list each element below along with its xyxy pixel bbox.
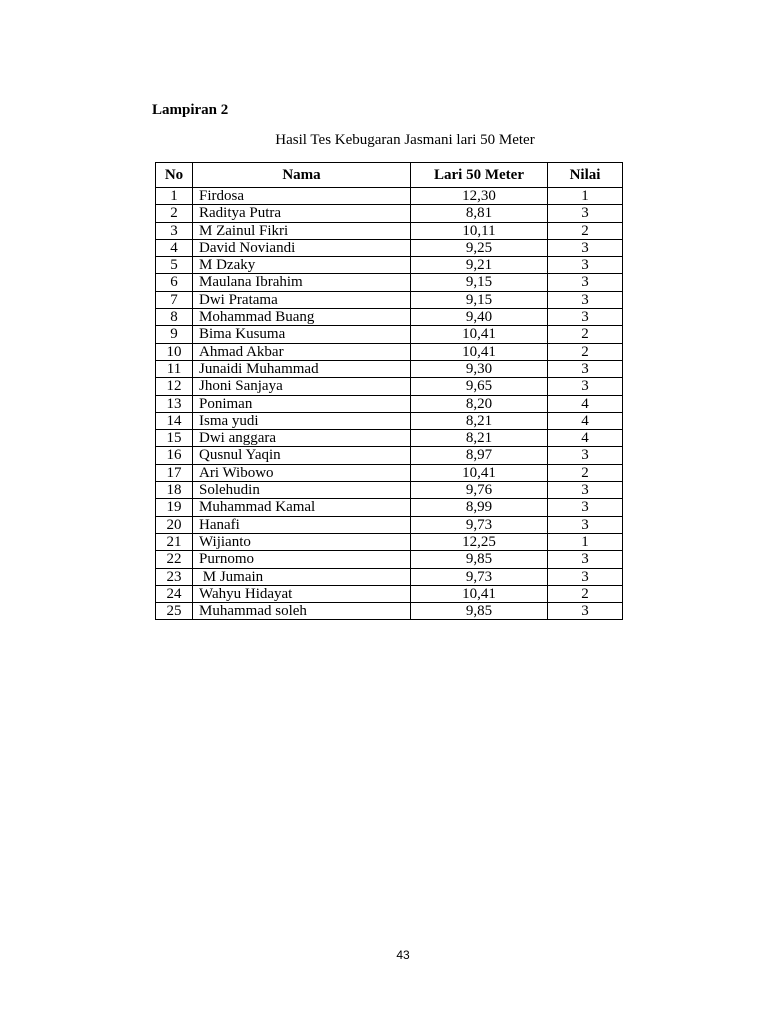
cell-score: 1	[548, 533, 623, 550]
cell-score: 3	[548, 516, 623, 533]
table-caption: Hasil Tes Kebugaran Jasmani lari 50 Meter	[275, 132, 535, 148]
cell-run-time: 9,15	[411, 291, 548, 308]
table-row	[156, 309, 623, 326]
cell-name: Hanafi	[193, 516, 411, 533]
cell-score: 4	[548, 430, 623, 447]
cell-no: 3	[156, 222, 193, 239]
cell-name: Isma yudi	[193, 412, 411, 429]
cell-name: Maulana Ibrahim	[193, 274, 411, 291]
cell-run-time: 9,30	[411, 360, 548, 377]
cell-name: Ari Wibowo	[193, 464, 411, 481]
cell-score: 2	[548, 464, 623, 481]
table-row	[156, 464, 623, 481]
header-run-time: Lari 50 Meter	[411, 163, 548, 188]
cell-name: Purnomo	[193, 551, 411, 568]
cell-score: 4	[548, 412, 623, 429]
cell-no: 2	[156, 205, 193, 222]
cell-no: 5	[156, 257, 193, 274]
cell-no: 15	[156, 430, 193, 447]
cell-name: David Noviandi	[193, 239, 411, 256]
fitness-results-table	[155, 162, 623, 620]
cell-run-time: 10,11	[411, 222, 548, 239]
cell-name: Bima Kusuma	[193, 326, 411, 343]
cell-name: Wijianto	[193, 533, 411, 550]
cell-score: 2	[548, 585, 623, 602]
cell-name: Muhammad Kamal	[193, 499, 411, 516]
cell-no: 17	[156, 464, 193, 481]
cell-score: 2	[548, 343, 623, 360]
cell-run-time: 8,81	[411, 205, 548, 222]
cell-name: Mohammad Buang	[193, 309, 411, 326]
cell-no: 21	[156, 533, 193, 550]
cell-run-time: 8,20	[411, 395, 548, 412]
cell-score: 2	[548, 222, 623, 239]
cell-name: Poniman	[193, 395, 411, 412]
cell-no: 14	[156, 412, 193, 429]
cell-run-time: 9,76	[411, 482, 548, 499]
cell-score: 1	[548, 188, 623, 205]
cell-run-time: 8,99	[411, 499, 548, 516]
table-row	[156, 533, 623, 550]
table-row	[156, 603, 623, 620]
table-row	[156, 222, 623, 239]
table-row	[156, 188, 623, 205]
table-row	[156, 360, 623, 377]
cell-run-time: 8,97	[411, 447, 548, 464]
cell-run-time: 12,30	[411, 188, 548, 205]
table-row	[156, 205, 623, 222]
cell-run-time: 8,21	[411, 412, 548, 429]
cell-no: 8	[156, 309, 193, 326]
cell-name: Junaidi Muhammad	[193, 360, 411, 377]
cell-run-time: 10,41	[411, 585, 548, 602]
cell-run-time: 10,41	[411, 326, 548, 343]
cell-name: Ahmad Akbar	[193, 343, 411, 360]
cell-score: 3	[548, 499, 623, 516]
cell-score: 3	[548, 551, 623, 568]
cell-no: 13	[156, 395, 193, 412]
table-row	[156, 499, 623, 516]
cell-no: 1	[156, 188, 193, 205]
cell-no: 4	[156, 239, 193, 256]
cell-score: 3	[548, 378, 623, 395]
table-row	[156, 551, 623, 568]
cell-run-time: 10,41	[411, 464, 548, 481]
cell-score: 2	[548, 326, 623, 343]
cell-score: 3	[548, 239, 623, 256]
cell-no: 12	[156, 378, 193, 395]
cell-score: 3	[548, 274, 623, 291]
cell-run-time: 9,73	[411, 568, 548, 585]
cell-name: Wahyu Hidayat	[193, 585, 411, 602]
cell-score: 3	[548, 257, 623, 274]
cell-name: M Zainul Fikri	[193, 222, 411, 239]
cell-run-time: 9,40	[411, 309, 548, 326]
cell-run-time: 9,73	[411, 516, 548, 533]
header-no: No	[156, 163, 193, 188]
cell-name: Qusnul Yaqin	[193, 447, 411, 464]
cell-no: 19	[156, 499, 193, 516]
cell-score: 3	[548, 291, 623, 308]
table-row	[156, 378, 623, 395]
table-row	[156, 274, 623, 291]
table-row	[156, 239, 623, 256]
cell-no: 6	[156, 274, 193, 291]
cell-run-time: 12,25	[411, 533, 548, 550]
cell-name: M Jumain	[193, 568, 411, 585]
cell-name: Muhammad soleh	[193, 603, 411, 620]
cell-name: Raditya Putra	[193, 205, 411, 222]
cell-no: 16	[156, 447, 193, 464]
cell-name: Dwi Pratama	[193, 291, 411, 308]
cell-name: Jhoni Sanjaya	[193, 378, 411, 395]
cell-no: 24	[156, 585, 193, 602]
page-number: 43	[396, 948, 410, 962]
appendix-heading: Lampiran 2	[152, 102, 229, 118]
cell-no: 20	[156, 516, 193, 533]
cell-score: 4	[548, 395, 623, 412]
cell-name: Solehudin	[193, 482, 411, 499]
cell-no: 7	[156, 291, 193, 308]
cell-no: 23	[156, 568, 193, 585]
cell-run-time: 8,21	[411, 430, 548, 447]
cell-no: 25	[156, 603, 193, 620]
cell-score: 3	[548, 603, 623, 620]
table-row	[156, 430, 623, 447]
table-row	[156, 516, 623, 533]
cell-run-time: 9,21	[411, 257, 548, 274]
cell-run-time: 9,85	[411, 603, 548, 620]
cell-run-time: 9,25	[411, 239, 548, 256]
cell-no: 9	[156, 326, 193, 343]
cell-name: Firdosa	[193, 188, 411, 205]
cell-score: 3	[548, 447, 623, 464]
table-body	[156, 188, 623, 620]
cell-name: Dwi anggara	[193, 430, 411, 447]
table-header	[156, 163, 623, 188]
header-name: Nama	[193, 163, 411, 188]
table-row	[156, 482, 623, 499]
header-row	[156, 163, 623, 188]
table-row	[156, 326, 623, 343]
cell-run-time: 9,15	[411, 274, 548, 291]
header-score: Nilai	[548, 163, 623, 188]
cell-score: 3	[548, 360, 623, 377]
cell-no: 18	[156, 482, 193, 499]
cell-run-time: 9,85	[411, 551, 548, 568]
cell-run-time: 10,41	[411, 343, 548, 360]
cell-no: 22	[156, 551, 193, 568]
table-row	[156, 343, 623, 360]
table-row	[156, 257, 623, 274]
cell-score: 3	[548, 482, 623, 499]
table-row	[156, 447, 623, 464]
table-row	[156, 395, 623, 412]
cell-score: 3	[548, 205, 623, 222]
cell-name: M Dzaky	[193, 257, 411, 274]
table-row	[156, 291, 623, 308]
table-row	[156, 412, 623, 429]
cell-score: 3	[548, 309, 623, 326]
cell-run-time: 9,65	[411, 378, 548, 395]
cell-no: 11	[156, 360, 193, 377]
table-row	[156, 568, 623, 585]
cell-score: 3	[548, 568, 623, 585]
table-row	[156, 585, 623, 602]
cell-no: 10	[156, 343, 193, 360]
